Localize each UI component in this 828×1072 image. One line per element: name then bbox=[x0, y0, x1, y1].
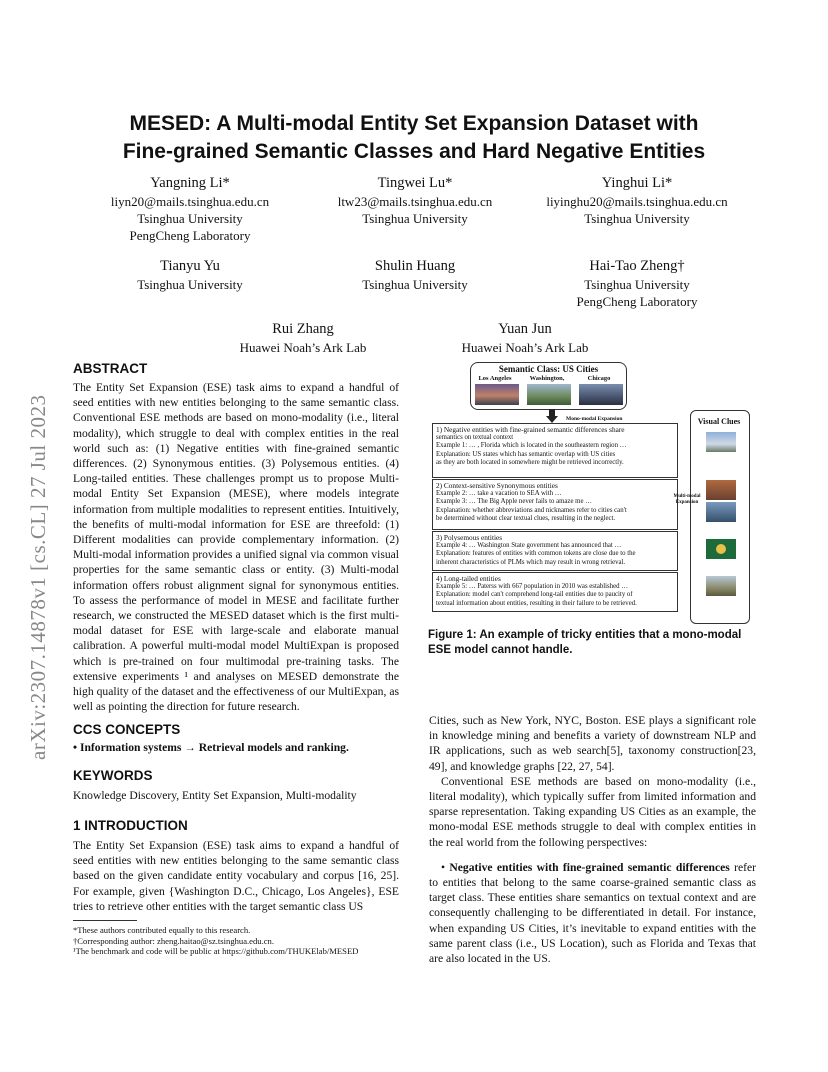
right-column-text bbox=[429, 713, 756, 966]
abstract-paragraph: The Entity Set Expansion (ESE) task aims to expand a handful of seed entities with new entities belonging to the same semantic class. Conventional ESE methods are based on mono-modality (i.e., literal modality), which struggle to deal with complex entities in the real world such as: (1) Negative entities with fine-grained semantic differences. (2) Synonymous entities. (3) Polysemous entities. (4) Long-tailed entities. These challenges prompt us to propose Multi-modal Entity Set Expansion (MESE), where models integrate information from multiple modalities to represent entities. Intuitively, the benefits of multi-modal information for ESE are threefold: (1) Different modalities can provide complementary information. (2) Multi-modal information provides a unified signal via common visual properties for the same semantic class or entity. (3) Multi-modal information offers robust alignment signal for synonymous entities. To assess the performance of model in MESE and facilitate further research, we constructed the MESED dataset which is the first multi-modal dataset for ESE with large-scale and elaborate manual calibration. A powerful multi-modal model MultiExpan is proposed which is pre-trained on four multimodal pre-training tasks. The extensive experiments ¹ and analyses on MESED demonstrate the high quality of the dataset and the effectiveness of our MultiExpan, as well as pointing the direction for future research. bbox=[73, 381, 399, 714]
ccs-heading: CCS CONCEPTS bbox=[73, 722, 181, 737]
footnote-rule bbox=[73, 920, 137, 921]
panel-line: textual information about entities, resulting in their failure to be retrieved. bbox=[436, 599, 637, 607]
footnote: *These authors contributed equally to this research. bbox=[73, 925, 251, 935]
author-affiliation: Tsinghua University bbox=[584, 211, 690, 226]
panel-line: semantics on textual context bbox=[436, 434, 514, 442]
footnote: †Corresponding author: zheng.haitao@sz.tsinghua.edu.cn. bbox=[73, 935, 274, 946]
paterson-image bbox=[706, 576, 736, 596]
city-label: Los Angeles bbox=[478, 375, 512, 382]
author-affiliation: PengCheng Laboratory bbox=[129, 228, 251, 243]
author-name: Yangning Li* bbox=[150, 175, 230, 191]
author-name: Yuan Jun bbox=[498, 321, 552, 337]
author-name: Tianyu Yu bbox=[160, 258, 220, 274]
paper-title bbox=[80, 110, 748, 166]
author-email: liyinghu20@mails.tsinghua.edu.cn bbox=[546, 194, 728, 209]
big-apple-image bbox=[706, 502, 736, 522]
author-affiliation: Huawei Noah’s Ark Lab bbox=[461, 340, 589, 355]
author-affiliation: Tsinghua University bbox=[137, 211, 243, 226]
author-block bbox=[300, 174, 530, 227]
city-label: Washington, bbox=[529, 375, 565, 382]
author-email: ltw23@mails.tsinghua.edu.cn bbox=[337, 194, 493, 209]
panel-line: as they are both located in somewhere might be retrieved incorrectly. bbox=[436, 458, 624, 466]
title-line-2: Fine-grained Semantic Classes and Hard Negative Entities bbox=[122, 140, 706, 163]
bullet-icon: • bbox=[441, 860, 450, 874]
abstract-text bbox=[73, 380, 399, 714]
bullet-negative-entities bbox=[429, 860, 756, 966]
author-block bbox=[188, 320, 418, 356]
author-affiliation: Huawei Noah’s Ark Lab bbox=[239, 340, 367, 355]
author-block bbox=[75, 257, 305, 293]
multi-modal-label: Multi-modal Expansion bbox=[673, 494, 701, 505]
panel-line: Example 4: … Washington State government has announced that … bbox=[436, 542, 622, 550]
keywords-text: Knowledge Discovery, Entity Set Expansion, Multi-modality bbox=[73, 789, 357, 802]
bullet-heading: Negative entities with fine-grained semantic differences bbox=[449, 860, 730, 874]
panel-line: Example 1: … , Florida which is located in the southeastern region … bbox=[436, 442, 627, 450]
author-block bbox=[410, 320, 640, 356]
intro-heading: 1 INTRODUCTION bbox=[73, 818, 188, 833]
title-line-1: MESED: A Multi-modal Entity Set Expansion Dataset with bbox=[129, 112, 699, 135]
washington-flag-image bbox=[706, 539, 736, 559]
author-block bbox=[522, 174, 752, 227]
panel-heading: 3) Polysemous entities bbox=[436, 533, 503, 542]
mono-modal-label: Mono-modal Expansion bbox=[566, 416, 623, 422]
ccs-text: • Information systems → Retrieval models and ranking. bbox=[73, 741, 349, 754]
figure-caption: Figure 1: An example of tricky entities that a mono-modal ESE model cannot handle. bbox=[428, 629, 742, 656]
los-angeles-photo bbox=[475, 384, 519, 405]
abstract-heading: ABSTRACT bbox=[73, 361, 148, 376]
author-block bbox=[522, 257, 752, 310]
paragraph-conventional: Conventional ESE methods are based on mono-modality (i.e., literal modality), which typically suffer from limited information and sparse representation. Taking expanding US Cities as an example, the mono-modal ESE methods struggle to deal with complex entities in the real world from the following perspectives: bbox=[429, 774, 756, 849]
author-affiliation: Tsinghua University bbox=[584, 277, 690, 292]
author-block bbox=[300, 257, 530, 293]
bullet-text: refer to entities that belong to the same coarse-grained semantic class as target class. These entities share semantics on textual context and are consequently challenging to be differentiated in detail. For instance, when expanding US Cities, it’s inevitable to expand entities with the same parent class (i.e., US Location), such as Florida and Texas that are also located in the US. bbox=[429, 860, 756, 966]
panel-line: be determined without clear textual clues, resulting in the neglect. bbox=[436, 514, 616, 522]
panel-line: Example 3: … The Big Apple never fails to amaze me … bbox=[436, 498, 592, 506]
panel-long-tailed-entities bbox=[432, 572, 678, 612]
panel-line: Explanation: whether abbreviations and nicknames refer to cities can't bbox=[436, 506, 627, 514]
author-affiliation: Tsinghua University bbox=[362, 277, 468, 292]
panel-negative-entities bbox=[432, 423, 678, 478]
panel-line: Explanation: features of entities with common tokens are close due to the bbox=[436, 550, 636, 558]
city-label: Chicago bbox=[587, 375, 611, 382]
chicago-photo bbox=[579, 384, 623, 405]
author-affiliation: Tsinghua University bbox=[362, 211, 468, 226]
panel-line: Example 2: … take a vacation to SEA with … bbox=[436, 490, 562, 498]
arxiv-stamp bbox=[20, 300, 50, 760]
footnote: ¹The benchmark and code will be public at https://github.com/THUKElab/MESED bbox=[73, 946, 359, 956]
author-email: liyn20@mails.tsinghua.edu.cn bbox=[110, 194, 270, 209]
author-name: Hai-Tao Zheng† bbox=[589, 258, 685, 274]
panel-heading: 1) Negative entities with fine-grained semantic differences share bbox=[436, 425, 625, 434]
figure-1 bbox=[428, 362, 750, 622]
panel-line: Explanation: US states which has semantic overlap with US cities bbox=[436, 450, 616, 458]
author-block bbox=[75, 174, 305, 244]
down-arrow-icon bbox=[546, 409, 558, 423]
intro-text: The Entity Set Expansion (ESE) task aims to expand a handful of seed entities with new entities belonging to the same semantic class based on the given candidate entity vocabulary and corpus [16, 25]. For example, given {Washington D.C., Chicago, Los Angeles}, ESE tries to retrieve other entities with the target semantic class US bbox=[73, 839, 399, 913]
arxiv-stamp-text: arXiv:2307.14878v1 [cs.CL] 27 Jul 2023 bbox=[26, 394, 50, 760]
author-affiliation: PengCheng Laboratory bbox=[576, 294, 698, 309]
semantic-class-box bbox=[470, 362, 627, 410]
panel-line: Explanation: model can't comprehend long-tail entities due to paucity of bbox=[436, 591, 633, 599]
vacation-image bbox=[706, 480, 736, 500]
author-name: Rui Zhang bbox=[272, 321, 334, 337]
author-affiliation: Tsinghua University bbox=[137, 277, 243, 292]
visual-clues-title: Visual Clues bbox=[697, 417, 741, 426]
semantic-class-title: Semantic Class: US Cities bbox=[498, 364, 599, 374]
footnotes bbox=[73, 925, 403, 957]
panel-heading: 2) Context-sensitive Synonymous entities bbox=[436, 481, 558, 490]
panel-synonymous-entities bbox=[432, 479, 678, 530]
author-name: Shulin Huang bbox=[374, 258, 456, 274]
panel-heading: 4) Long-tailed entities bbox=[436, 574, 501, 583]
florida-image bbox=[706, 432, 736, 452]
keywords-heading: KEYWORDS bbox=[73, 768, 153, 783]
paragraph-cities: Cities, such as New York, NYC, Boston. ESE plays a significant role in knowledge mining and benefits a variety of downstream NLP and IR applications, such as web search[5], taxonomy construction[23, 49], and knowledge graphs [22, 27, 54]. bbox=[429, 714, 756, 773]
author-name: Tingwei Lu* bbox=[377, 175, 453, 191]
author-name: Yinghui Li* bbox=[601, 175, 673, 191]
panel-line: inherent characteristics of PLMs which may result in wrong retrieval. bbox=[436, 558, 626, 566]
panel-polysemous-entities bbox=[432, 531, 678, 571]
washington-photo bbox=[527, 384, 571, 405]
panel-line: Example 5: … Paterss with 667 population in 2010 was established … bbox=[436, 583, 628, 591]
